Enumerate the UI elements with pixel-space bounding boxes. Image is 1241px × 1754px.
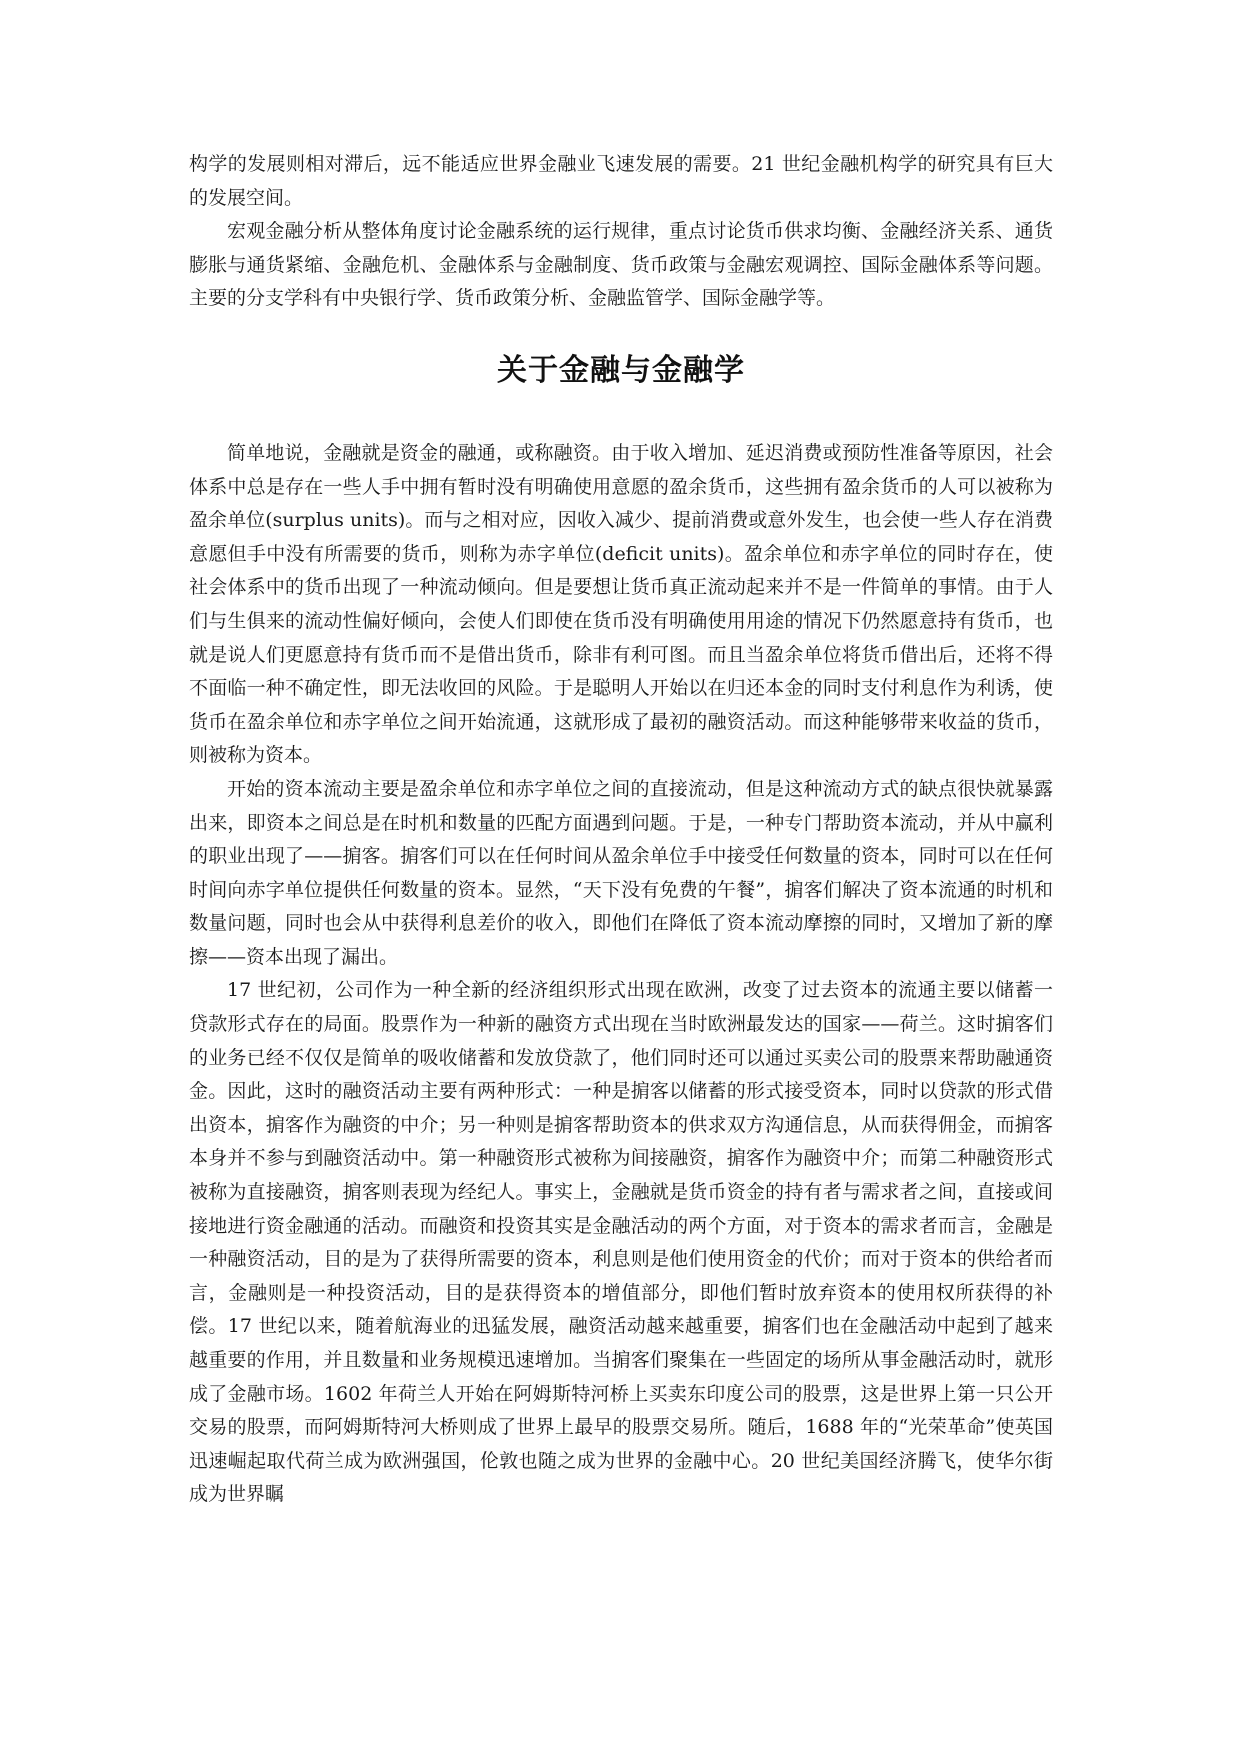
body-paragraph-brokers: 开始的资本流动主要是盈余单位和赤字单位之间的直接流动，但是这种流动方式的缺点很快就暴露出来，即资本之间总是在时机和数量的匹配方面遇到问题。于是，一种专门帮助资本流动，并从中赢利的职业出现了——掮客。掮客们可以在任何时间从盈余单位手中接受任何数量的资本，同时可以在任何时间向赤字单位提供任何数量的资本。显然，“天下没有免费的午餐”，掮客们解决了资本流通的时机和数量问题，同时也会从中获得利息差价的收入，即他们在降低了资本流动摩擦的同时，又增加了新的摩擦——资本出现了漏出。 [189,777,1053,968]
body-paragraph-history: 17 世纪初，公司作为一种全新的经济组织形式出现在欧洲，改变了过去资本的流通主要以储蓄一贷款形式存在的局面。股票作为一种新的融资方式出现在当时欧洲最发达的国家——荷兰。这时掮客们的业务已经不仅仅是简单的吸收储蓄和发放贷款了，他们同时还可以通过买卖公司的股票来帮助融通资金。因此，这时的融资活动主要有两种形式：一种是掮客以储蓄的形式接受资本，同时以贷款的形式借出资本，掮客作为融资的中介；另一种则是掮客帮助资本的供求双方沟通信息，从而获得佣金，而掮客本身并不参与到融资活动中。第一种融资形式被称为间接融资，掮客作为融资中介；而第二种融资形式被称为直接融资，掮客则表现为经纪人。事实上，金融就是货币资金的持有者与需求者之间，直接或间接地进行资金融通的活动。而融资和投资其实是金融活动的两个方面，对于资本的需求者而言，金融是一种融资活动，目的是为了获得所需要的资本，利息则是他们使用资金的代价；而对于资本的供给者而言，金融则是一种投资活动，目的是获得资本的增值部分，即他们暂时放弃资本的使用权所获得的补偿。17 世纪以来，随着航海业的迅猛发展，融资活动越来越重要，掮客们也在金融活动中起到了越来越重要的作用，并且数量和业务规模迅速增加。当掮客们聚集在一些固定的场所从事金融活动时，就形成了金融市场。1602 年荷兰人开始在阿姆斯特河桥上买卖东印度公司的股票，这是世界上第一只公开交易的股票，而阿姆斯特河大桥则成了世界上最早的股票交易所。随后，1688 年的“光荣革命”使英国迅速崛起取代荷兰成为欧洲强国，伦敦也随之成为世界的金融中心。20 世纪美国经济腾飞，使华尔街成为世界瞩 [189,979,1053,1506]
body-paragraph-definition: 简单地说，金融就是资金的融通，或称融资。由于收入增加、延迟消费或预防性准备等原因，社会体系中总是存在一些人手中拥有暂时没有明确使用意愿的盈余货币，这些拥有盈余货币的人可以被称为盈余单位(surplus units)。而与之相对应，因收入减少、提前消费或意外发生，也会使一些人存在消费意愿但手中没有所需要的货币，则称为赤字单位(deficit units)。盈余单位和赤字单位的同时存在，使社会体系中的货币出现了一种流动倾向。但是要想让货币真正流动起来并不是一件简单的事情。由于人们与生俱来的流动性偏好倾向，会使人们即使在货币没有明确使用用途的情况下仍然愿意持有货币，也就是说人们更愿意持有货币而不是借出货币，除非有利可图。而且当盈余单位将货币借出后，还将不得不面临一种不确定性，即无法收回的风险。于是聪明人开始以在归还本金的同时支付利息作为利诱，使货币在盈余单位和赤字单位之间开始流通，这就形成了最初的融资活动。而这种能够带来收益的货币，则被称为资本。 [189,441,1053,767]
intro-paragraph-macro-finance: 宏观金融分析从整体角度讨论金融系统的运行规律，重点讨论货币供求均衡、金融经济关系、通货膨胀与通货紧缩、金融危机、金融体系与金融制度、货币政策与金融宏观调控、国际金融体系等问题。主要的分支学科有中央银行学、货币政策分析、金融监管学、国际金融学等。 [189,220,1053,310]
page-content [189,148,1053,1512]
intro-paragraph-continued: 构学的发展则相对滞后，远不能适应世界金融业飞速发展的需要。21 世纪金融机构学的研究具有巨大的发展空间。 [189,153,1053,209]
section-title: 关于金融与金融学 [497,352,745,388]
